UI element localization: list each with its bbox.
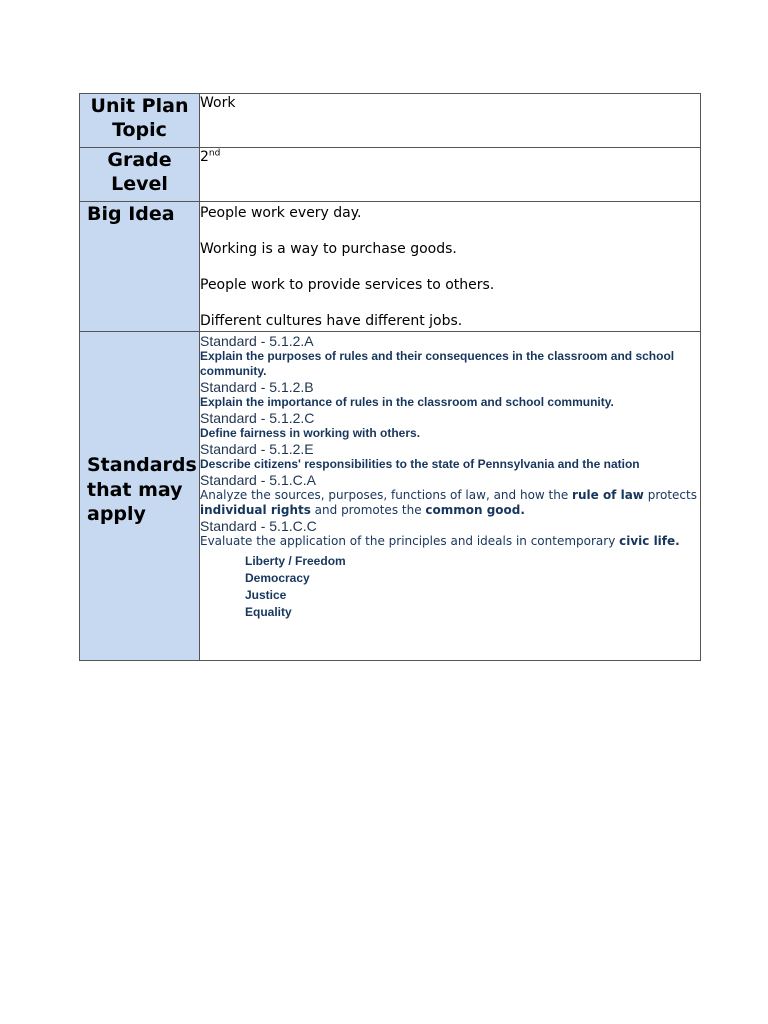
desc-text: Analyze the sources, purposes, functions of law, and how the <box>200 488 573 502</box>
grade-value-cell <box>200 148 701 202</box>
topic-label: Unit Plan Topic <box>80 94 200 148</box>
row-grade <box>80 148 701 202</box>
desc-text: Evaluate the application of the principles and ideals in contemporary <box>200 534 620 548</box>
big-idea-line: People work to provide services to others. <box>200 277 495 293</box>
standard-code: Standard - 5.1.C.C <box>200 518 317 534</box>
standard-code: Standard - 5.1.C.A <box>200 472 316 488</box>
big-idea-label: Big Idea <box>80 202 200 332</box>
standard-code: Standard - 5.1.2.C <box>200 410 315 426</box>
standards-label: Standards that may apply <box>80 332 200 661</box>
big-idea-value <box>200 202 701 332</box>
row-topic <box>80 94 701 148</box>
ideal-item: Liberty / Freedom <box>245 554 346 568</box>
big-idea-line: People work every day. <box>200 205 362 221</box>
desc-text: and promotes the <box>310 503 426 517</box>
row-standards <box>80 332 701 661</box>
ideal-item: Justice <box>245 588 287 602</box>
row-big-idea <box>80 202 701 332</box>
standard-code: Standard - 5.1.2.B <box>200 379 314 395</box>
ideals-list <box>200 553 700 621</box>
standard-description: Explain the purposes of rules and their consequences in the classroom and school community. <box>200 349 675 378</box>
standard-code: Standard - 5.1.2.A <box>200 333 314 349</box>
topic-value: Work <box>200 94 701 148</box>
standard-description: Define fairness in working with others. <box>200 426 421 440</box>
desc-bold: individual rights <box>200 503 311 517</box>
grade-suffix: nd <box>208 148 221 159</box>
ideal-item: Democracy <box>245 571 310 585</box>
desc-bold: rule of law <box>572 488 644 502</box>
standard-description <box>200 534 700 549</box>
ideal-item: Equality <box>245 605 292 619</box>
desc-text: protects <box>643 488 697 502</box>
standard-code: Standard - 5.1.2.E <box>200 441 314 457</box>
grade-value: 2 <box>200 149 209 165</box>
standard-description: Explain the importance of rules in the classroom and school community. <box>200 395 614 409</box>
desc-bold: common good. <box>425 503 525 517</box>
standards-list <box>200 332 701 661</box>
desc-bold: civic life. <box>619 534 680 548</box>
standard-description: Describe citizens' responsibilities to the state of Pennsylvania and the nation <box>200 457 640 471</box>
standard-description <box>200 488 700 518</box>
unit-plan-table <box>79 93 701 661</box>
big-idea-line: Working is a way to purchase goods. <box>200 241 457 257</box>
big-idea-line: Different cultures have different jobs. <box>200 313 463 329</box>
grade-label: Grade Level <box>80 148 200 202</box>
